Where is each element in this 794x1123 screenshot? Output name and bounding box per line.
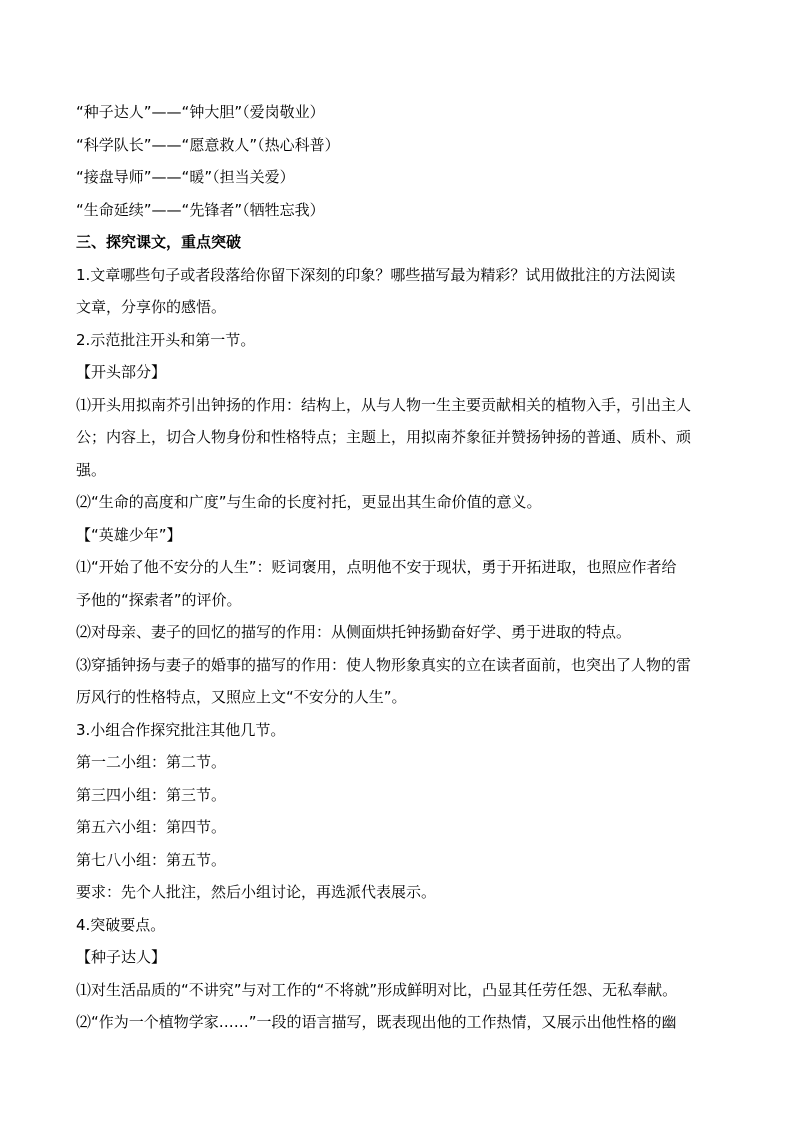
opening-note-1-line-1: ⑴开头用拟南芥引出钟扬的作用：结构上，从与人物一生主要贡献相关的植物入手，引出主人 <box>76 395 692 414</box>
hero-note-3-line-1: ⑶穿插钟扬与妻子的婚事的描写的作用：使人物形象真实的立在读者面前，也突出了人物的雷 <box>76 655 692 674</box>
nickname-line-1: “种子达人”——“钟大胆”（爱岗敬业） <box>76 103 325 121</box>
subheading-seed-expert: 【种子达人】 <box>76 948 167 966</box>
seed-note-2-line: ⑵“作为一个植物学家……”一段的语言描写，既表现出他的工作热情，又展示出他性格的幽 <box>76 1013 677 1031</box>
hero-note-3-line-2: 厉风行的性格特点，又照应上文“不安分的人生”。 <box>76 688 407 706</box>
hero-note-1-line-2: 予他的“探索者”的评价。 <box>76 590 242 609</box>
group-assignment-3: 第五六小组：第四节。 <box>76 818 227 836</box>
group-assignment-1: 第一二小组：第二节。 <box>76 753 227 771</box>
subheading-hero-youth: 【“英雄少年”】 <box>76 525 182 544</box>
group-assignment-2: 第三四小组：第三节。 <box>76 785 227 804</box>
group-assignment-4: 第七八小组：第五节。 <box>76 850 227 869</box>
task-2-line: 2.示范批注开头和第一节。 <box>76 330 256 349</box>
seed-note-1-line: ⑴对生活品质的“不讲究”与对工作的“不将就”形成鲜明对比，凸显其任劳任怨、无私奉献。 <box>76 980 678 999</box>
task-1-line-1: 1.文章哪些句子或者段落给你留下深刻的印象？哪些描写最为精彩？试用做批注的方法阅读 <box>76 265 676 284</box>
opening-note-1-line-2: 公；内容上，切合人物身份和性格特点；主题上，用拟南芥象征并赞扬钟扬的普通、质朴、顽 <box>76 428 692 446</box>
hero-note-1-line-1: ⑴“开始了他不安分的人生”：贬词褒用，点明他不安于现状，勇于开拓进取，也照应作者给 <box>76 558 677 576</box>
requirement-line: 要求：先个人批注，然后小组讨论，再选派代表展示。 <box>76 883 437 901</box>
opening-note-2-line: ⑵“生命的高度和广度”与生命的长度衬托，更显出其生命价值的意义。 <box>76 493 542 511</box>
section-heading-3: 三、探究课文，重点突破 <box>76 233 242 251</box>
task-3-line: 3.小组合作探究批注其他几节。 <box>76 720 286 739</box>
nickname-line-3: “接盘导师”——“暖”（担当关爱） <box>76 168 295 186</box>
task-4-line: 4.突破要点。 <box>76 915 166 934</box>
hero-note-2-line: ⑵对母亲、妻子的回忆的描写的作用：从侧面烘托钟扬勤奋好学、勇于进取的特点。 <box>76 623 632 641</box>
nickname-line-4: “生命延续”——“先锋者”（牺牲忘我） <box>76 200 325 219</box>
task-1-line-2: 文章，分享你的感悟。 <box>76 298 227 316</box>
nickname-line-2: “科学队长”——“愿意救人”（热心科普） <box>76 135 340 154</box>
opening-note-1-line-3: 强。 <box>76 460 107 479</box>
document-body <box>76 96 726 1039</box>
subheading-opening: 【开头部分】 <box>76 363 167 381</box>
